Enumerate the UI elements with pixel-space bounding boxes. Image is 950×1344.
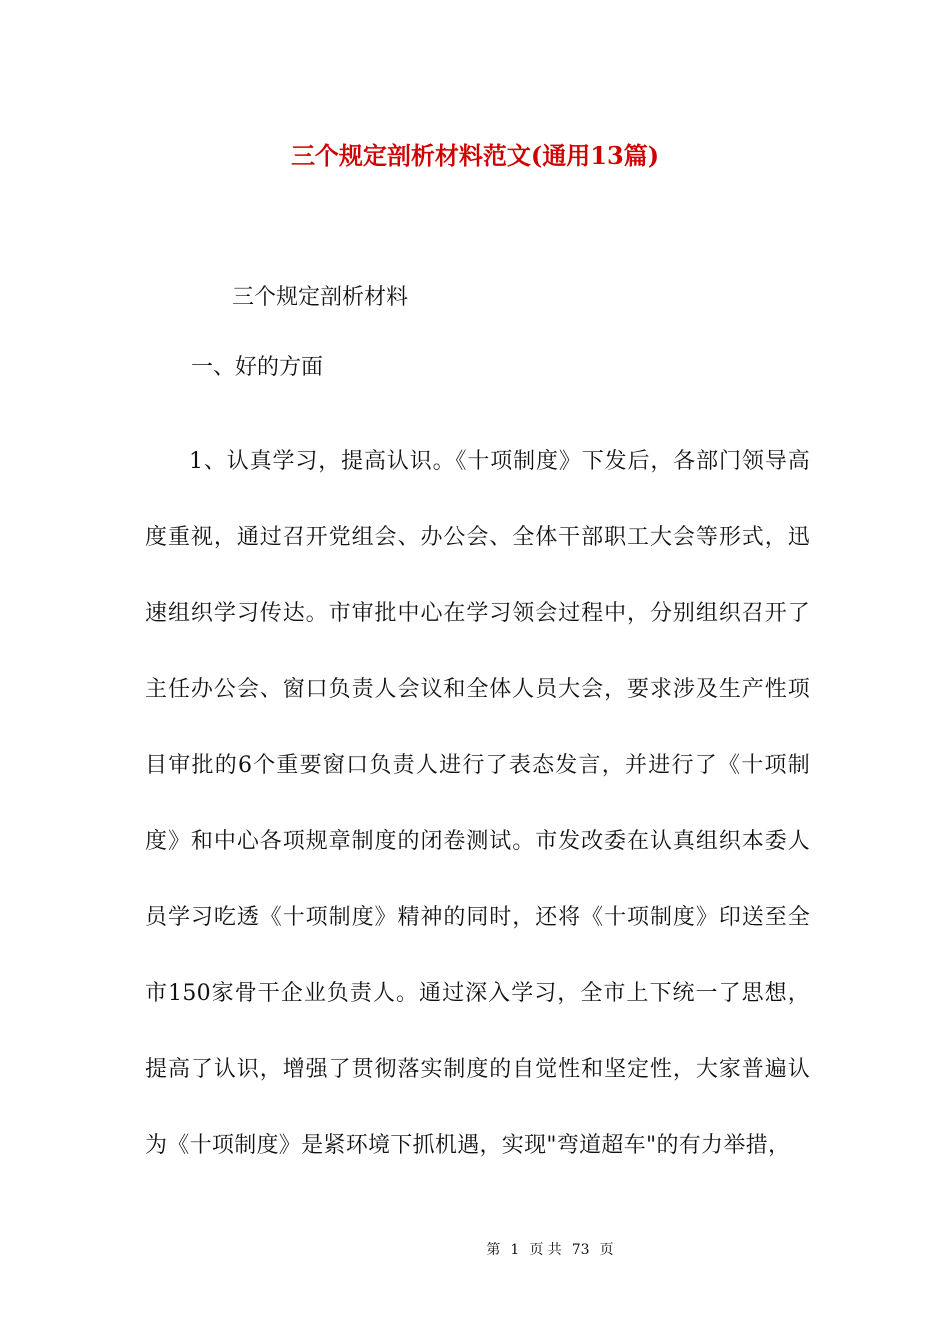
section-heading: 一、好的方面 [191, 355, 324, 380]
document-title: 三个规定剖析材料范文(通用13篇) [290, 141, 660, 170]
subheading: 三个规定剖析材料 [232, 285, 409, 310]
body-paragraph: 1、认真学习，提高认识。《十项制度》下发后，各部门领导高度重视，通过召开党组会、办公会、全体干部职工大会等形式，迅速组织学习传达。市审批中心在学习领会过程中，分别组织召开了主任办公会、窗口负责人会议和全体人员大会，要求涉及生产性项目审批的6个重要窗口负责人进行了表态发言，并进行了《十项制度》和中心各项规章制度的闭卷测试。市发改委在认真组织本委人员学习吃透《十项制度》精神的同时，还将《十项制度》印送至全市150家骨干企业负责人。通过深入学习，全市上下统一了思想，提高了认识，增强了贯彻落实制度的自觉性和坚定性，大家普遍认为《十项制度》是紧环境下抓机遇，实现"弯道超车"的有力举措， [145, 449, 810, 1158]
page-footer [0, 1240, 950, 1260]
current-page-number: 1 [510, 1242, 520, 1258]
page-label-mid: 页 共 [529, 1242, 562, 1258]
total-pages-number: 73 [571, 1242, 590, 1258]
page-label-suffix: 页 [599, 1242, 614, 1258]
page-label-prefix: 第 [486, 1242, 501, 1258]
